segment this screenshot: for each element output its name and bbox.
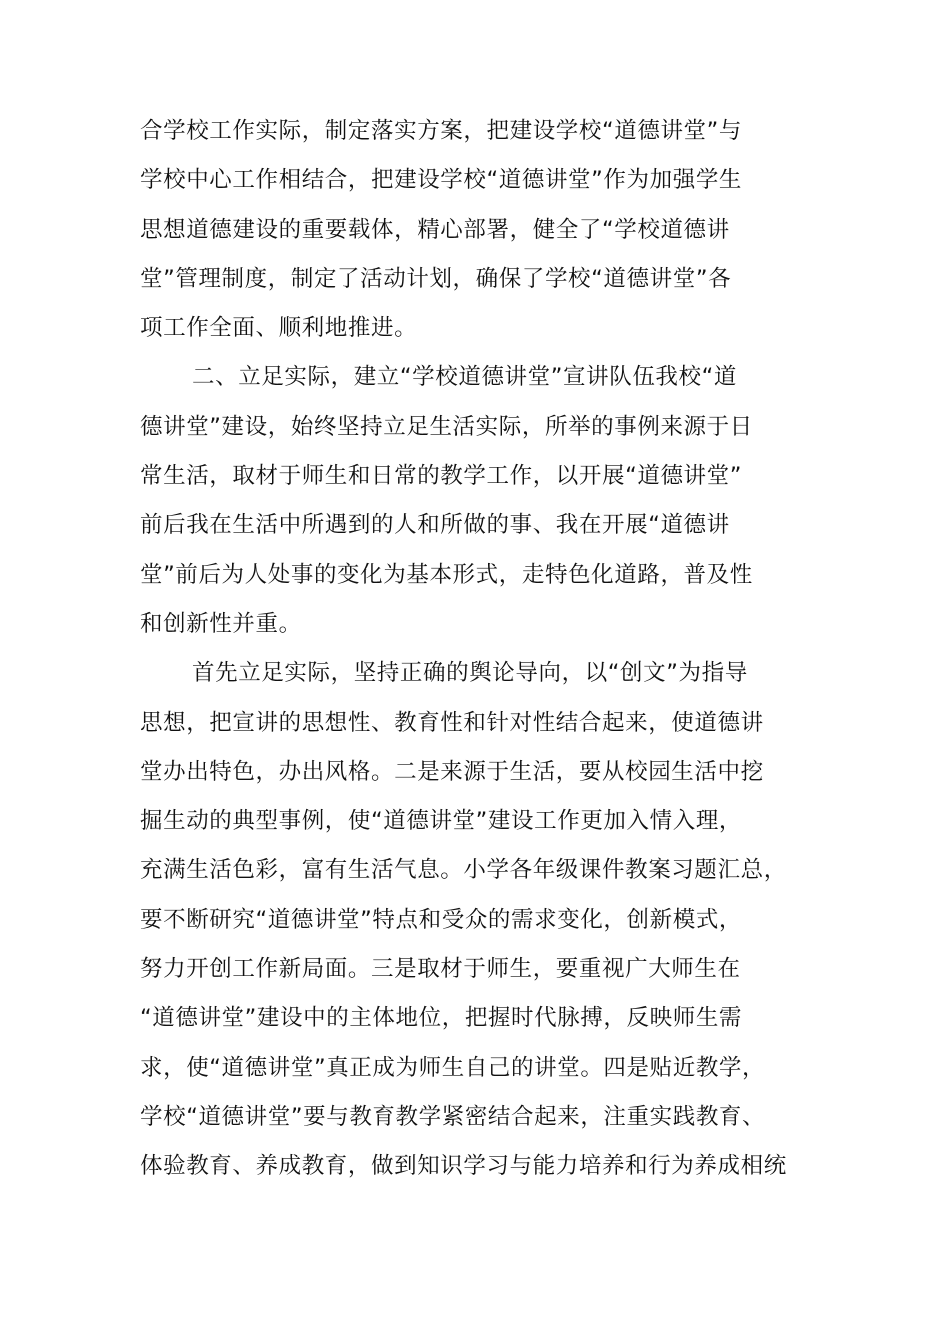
text-line: 合学校工作实际，制定落实方案，把建设学校“道德讲堂”与 (140, 118, 743, 144)
text-line: 常生活，取材于师生和日常的教学工作，以开展“道德讲堂” (140, 463, 743, 490)
paragraph-start-line: 首先立足实际，坚持正确的舆论导向，以“创文”为指导 (192, 660, 748, 687)
text-line: 学校“道德讲堂”要与教育教学紧密结合起来，注重实践教育、 (140, 1103, 766, 1130)
text-line: 德讲堂”建设，始终坚持立足生活实际，所举的事例来源于日 (140, 413, 753, 440)
text-line: 体验教育、养成教育，做到知识学习与能力培养和行为养成相统 (140, 1153, 787, 1180)
text-line: 堂”前后为人处事的变化为基本形式，走特色化道路，普及性 (140, 561, 753, 588)
text-line: 项工作全面、顺利地推进。 (140, 315, 418, 342)
text-line: 思想，把宣讲的思想性、教育性和针对性结合起来，使道德讲 (140, 709, 764, 736)
text-line: 努力开创工作新局面。三是取材于师生，要重视广大师生在 (140, 956, 741, 983)
body-text (140, 107, 860, 1192)
text-line: 和创新性并重。 (140, 610, 302, 637)
text-line: “道德讲堂”建设中的主体地位，把握时代脉搏，反映师生需 (140, 1005, 743, 1032)
text-line: 思想道德建设的重要载体，精心部署，健全了“学校道德讲 (140, 216, 730, 243)
text-line: 堂”管理制度，制定了活动计划，确保了学校“道德讲堂”各 (140, 265, 732, 292)
text-line: 要不断研究“道德讲堂”特点和受众的需求变化，创新模式， (140, 906, 743, 933)
text-line: 堂办出特色，办出风格。二是来源于生活，要从校园生活中挖 (140, 758, 764, 785)
section-heading-line: 二、立足实际，建立“学校道德讲堂”宣讲队伍我校“道 (192, 364, 737, 391)
text-line: 充满生活色彩，富有生活气息。小学各年级课件教案习题汇总， (140, 857, 787, 884)
text-line: 求，使“道德讲堂”真正成为师生自己的讲堂。四是贴近教学， (140, 1054, 766, 1081)
text-line: 掘生动的典型事例，使“道德讲堂”建设工作更加入情入理， (140, 808, 743, 835)
text-line: 前后我在生活中所遇到的人和所做的事、我在开展“道德讲 (140, 512, 730, 539)
text-line: 学校中心工作相结合，把建设学校“道德讲堂”作为加强学生 (140, 167, 743, 194)
